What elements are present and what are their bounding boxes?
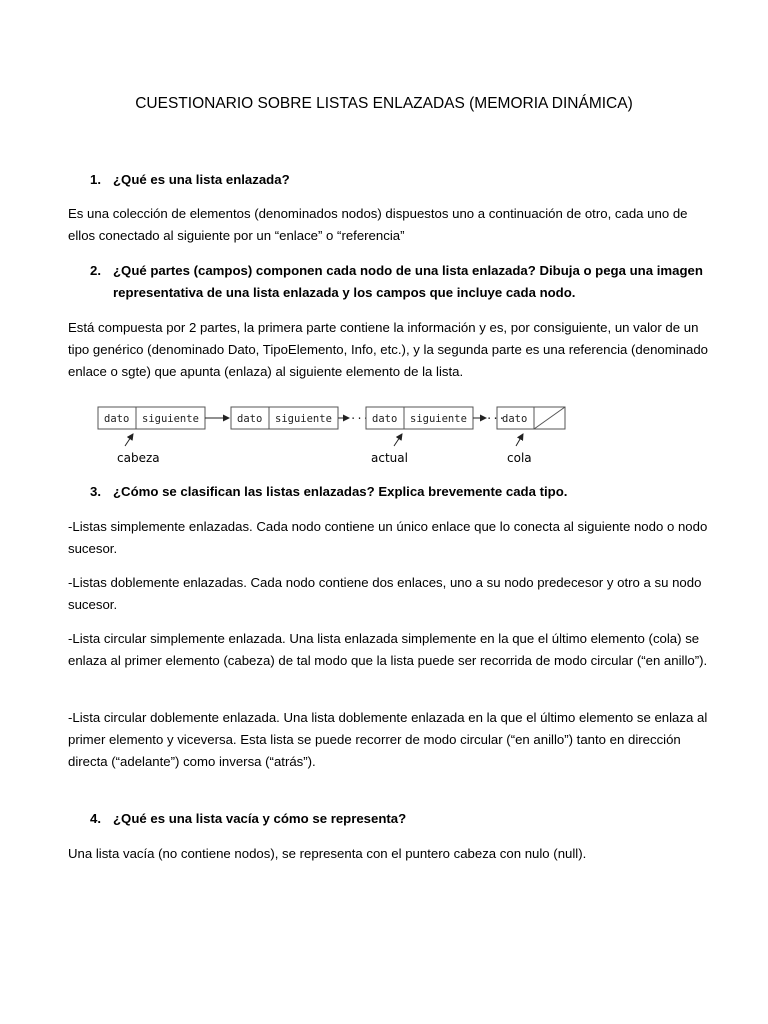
document-title: CUESTIONARIO SOBRE LISTAS ENLAZADAS (MEMORIA DINÁMICA) [135,95,633,112]
ellipsis-1: ··· [350,413,369,425]
null-slash [534,407,565,429]
node-3-next: siguiente [410,413,467,425]
node-3-data: dato [372,413,398,425]
question-text: ¿Cómo se clasifican las listas enlazadas? Explica brevemente cada tipo. [113,484,568,499]
answer-4: Una lista vacía (no contiene nodos), se representa con el puntero cabeza con nulo (null). [68,846,587,861]
question-text: ¿Qué es una lista vacía y cómo se representa? [113,811,407,826]
label-head: cabeza [117,451,160,465]
ellipsis-2: ··· [486,413,505,425]
current-pointer-arrow [394,434,402,446]
label-tail: cola [507,451,532,465]
answer-3-simple: -Listas simplemente enlazadas. Cada nodo contiene un único enlace que lo conecta al siguiente nodo o nodo sucesor. [68,519,708,556]
linked-list-svg [95,400,575,470]
question-number: 1. [90,172,101,187]
node-2-data: dato [237,413,263,425]
answer-3-double: -Listas doblemente enlazadas. Cada nodo contiene dos enlaces, uno a su nodo predecesor y otro a su nodo sucesor. [68,575,702,612]
question-text: ¿Qué partes (campos) componen cada nodo de una lista enlazada? Dibuja o pega una imagen representativa de una lista enlazada y los campos que incluye cada nodo. [113,263,703,300]
question-number: 2. [90,263,101,278]
label-current: actual [371,451,408,465]
node-1-data: dato [104,413,130,425]
question-number: 4. [90,811,101,826]
answer-3-circular-double: -Lista circular doblemente enlazada. Una lista doblemente enlazada en la que el último elemento se enlaza al primer elemento y viceversa. Esta lista se puede recorrer de modo circular (“en anillo”) tanto en dirección directa (“adelante”) como inversa (“atrás”). [68,710,708,769]
answer-1: Es una colección de elementos (denominados nodos) dispuestos uno a continuación de otro, cada uno de ellos conectado al siguiente por un “enlace” o “referencia” [68,206,688,243]
question-3 [90,481,710,503]
question-1 [90,169,710,191]
node-2-next: siguiente [275,413,332,425]
linked-list-diagram [95,400,575,470]
node-3 [366,407,473,429]
question-text: ¿Qué es una lista enlazada? [113,172,290,187]
tail-pointer-arrow [516,434,523,446]
node-1-next: siguiente [142,413,199,425]
node-1 [98,407,205,429]
answer-3-circular-simple: -Lista circular simplemente enlazada. Una lista enlazada simplemente en la que el último elemento (cola) se enlaza al primer elemento (cabeza) de tal modo que la lista puede ser recorrida de modo circular (“en anillo”). [68,631,708,668]
question-number: 3. [90,484,101,499]
question-2 [90,260,710,304]
answer-2: Está compuesta por 2 partes, la primera parte contiene la información y es, por consiguiente, un valor de un tipo genérico (denominado Dato, TipoElemento, Info, etc.), y la segunda parte es una referencia (denominado enlace o sgte) que apunta (enlaza) al siguiente elemento de la lista. [68,320,708,379]
head-pointer-arrow [125,434,133,446]
node-4-data: dato [502,413,528,425]
node-4 [497,407,565,429]
question-4 [90,808,710,830]
node-2 [231,407,338,429]
